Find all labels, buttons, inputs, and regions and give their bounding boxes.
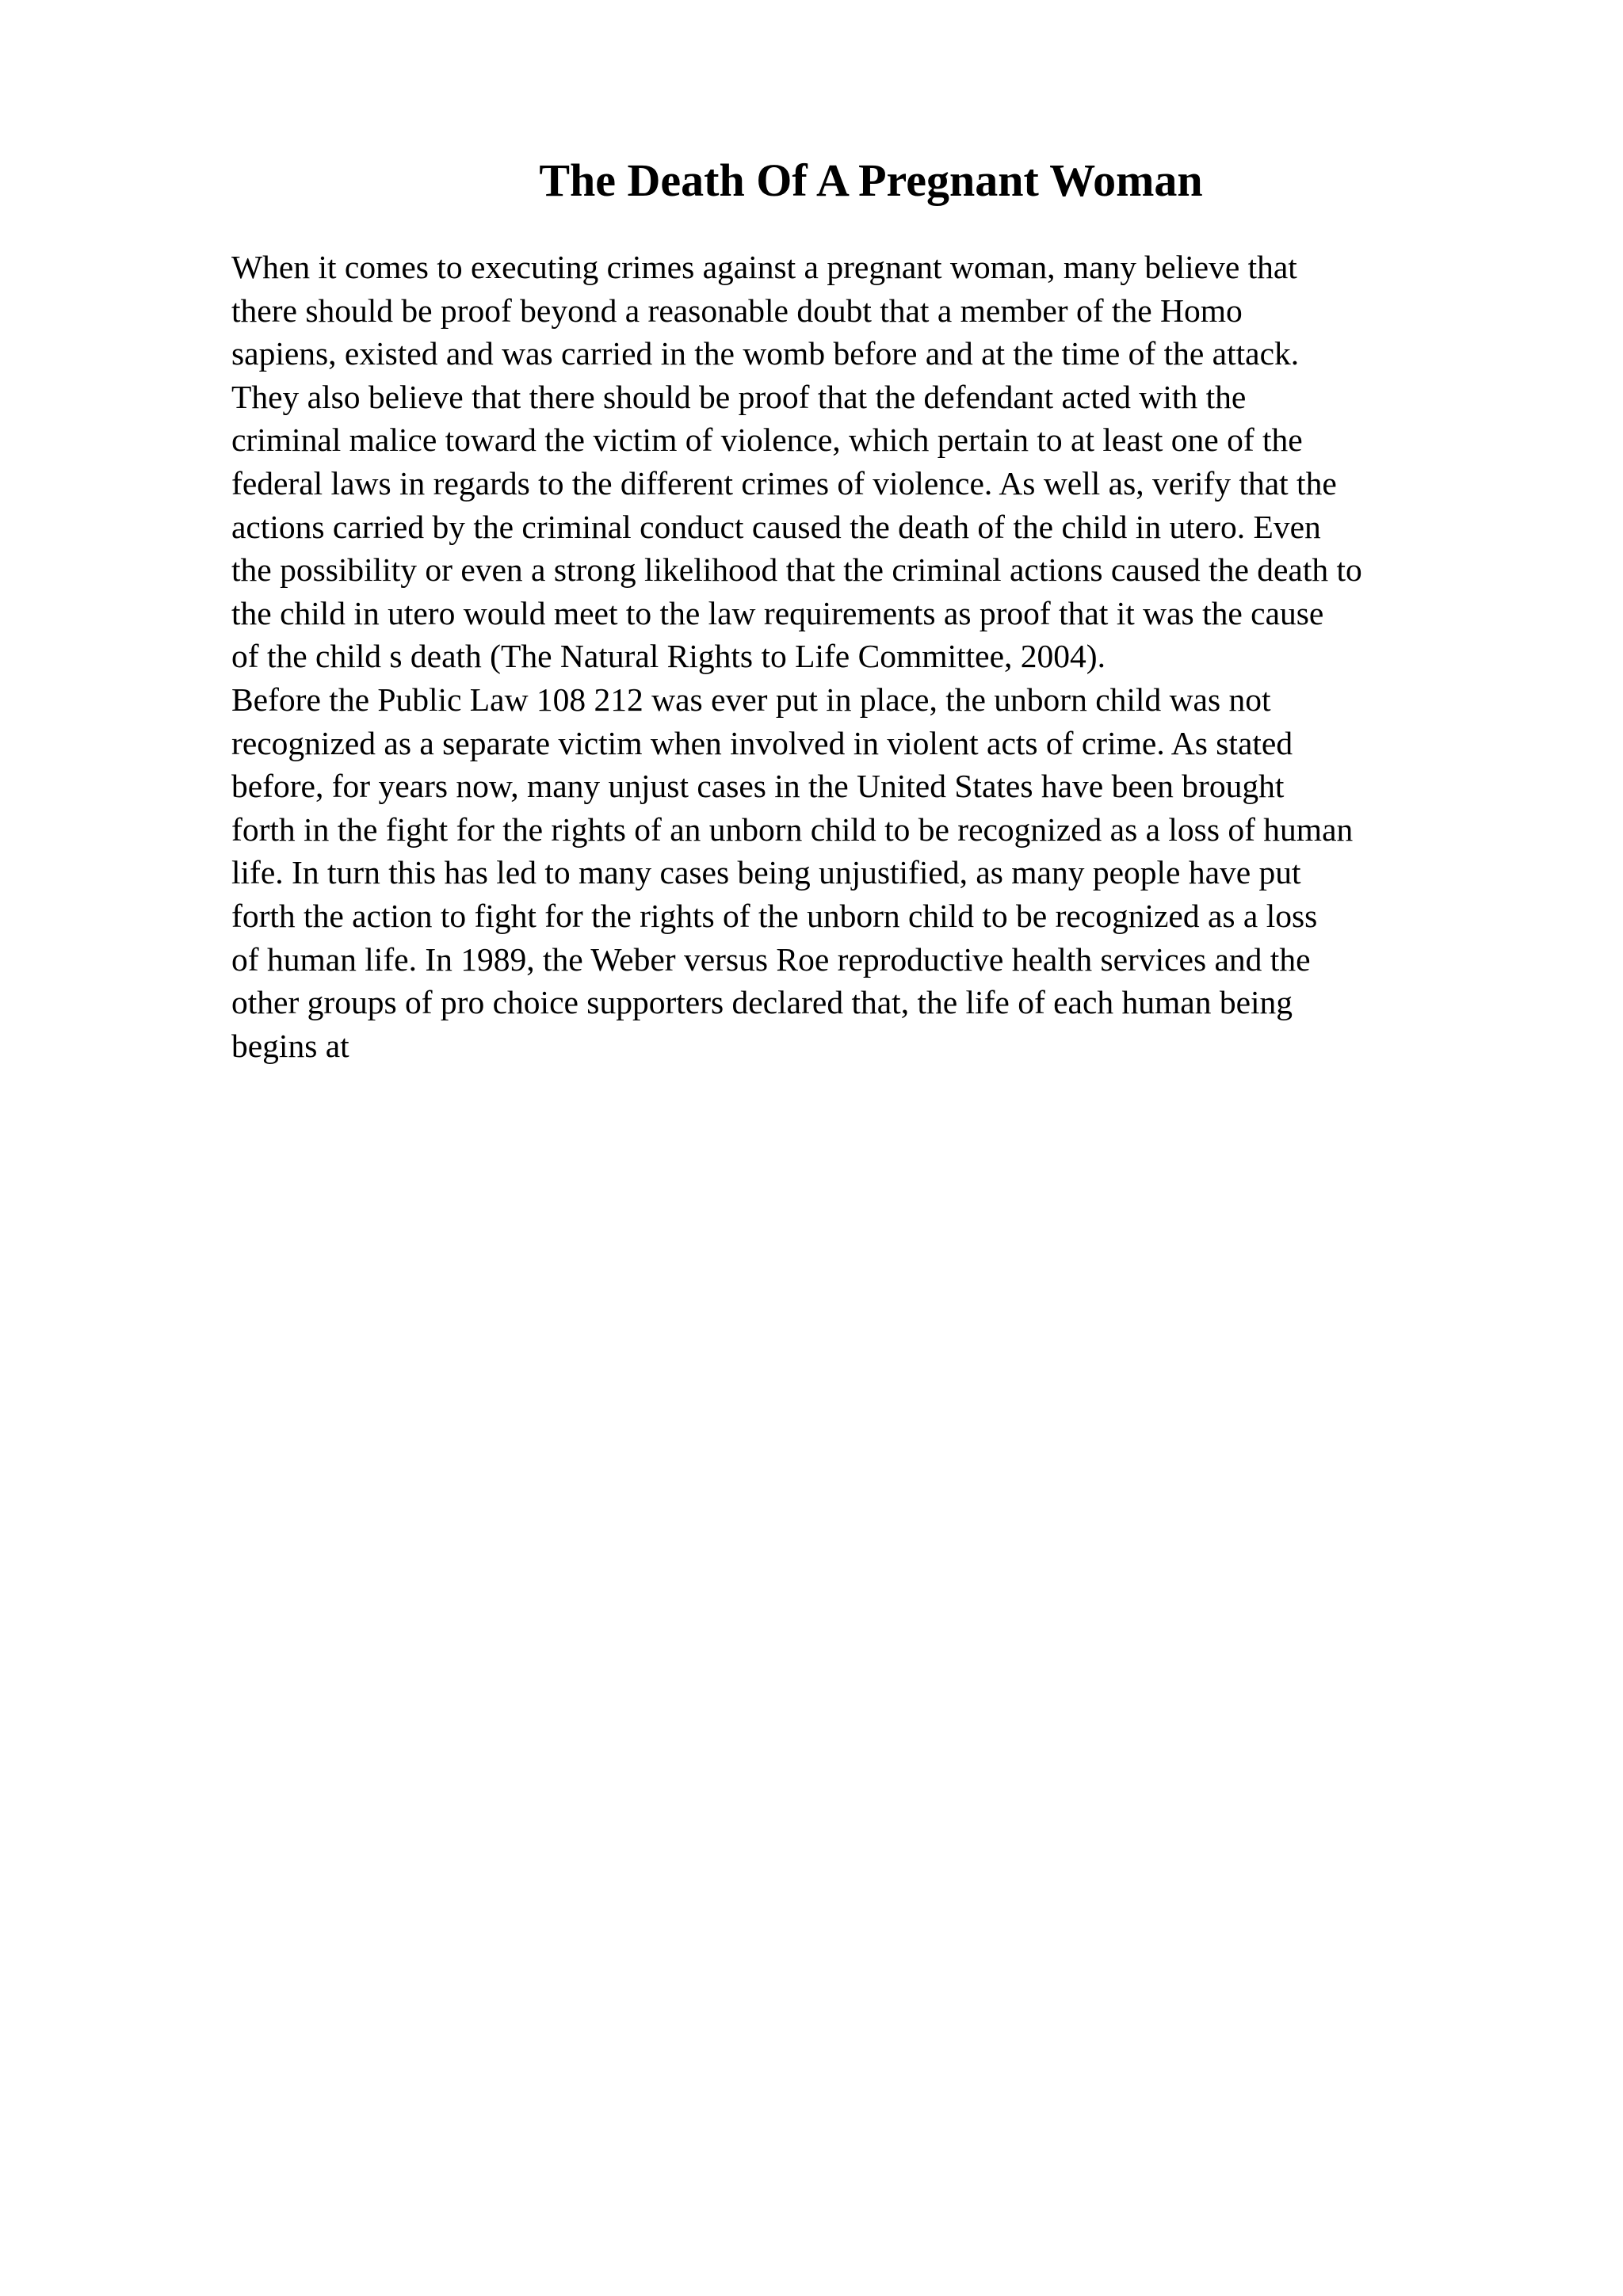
document-body <box>231 246 1531 1067</box>
text-line: forth the action to fight for the rights of the unborn child to be recognized as a loss <box>231 897 1318 934</box>
text-line: actions carried by the criminal conduct caused the death of the child in utero. Even <box>231 508 1321 545</box>
text-line: other groups of pro choice supporters declared that, the life of each human being <box>231 984 1293 1021</box>
text-line: before, for years now, many unjust cases in the United States have been brought <box>231 768 1285 805</box>
text-line: begins at <box>231 1027 349 1064</box>
text-line: federal laws in regards to the different crimes of violence. As well as, verify that the <box>231 464 1337 502</box>
text-line: sapiens, existed and was carried in the womb before and at the time of the attack. <box>231 335 1300 372</box>
text-line: Before the Public Law 108 212 was ever put in place, the unborn child was not <box>231 681 1271 718</box>
text-line: the possibility or even a strong likelihood that the criminal actions caused the death to <box>231 551 1362 589</box>
text-line: of human life. In 1989, the Weber versus Roe reproductive health services and the <box>231 940 1311 978</box>
text-line: there should be proof beyond a reasonable doubt that a member of the Homo <box>231 292 1243 329</box>
text-line: forth in the fight for the rights of an unborn child to be recognized as a loss of human <box>231 810 1354 848</box>
text-line: life. In turn this has led to many cases being unjustified, as many people have put <box>231 854 1301 891</box>
text-line: the child in utero would meet to the law requirements as proof that it was the cause <box>231 594 1324 631</box>
text-line: of the child s death (The Natural Rights to Life Committee, 2004). <box>231 638 1106 675</box>
text-line: When it comes to executing crimes against a pregnant woman, many believe that <box>231 249 1297 285</box>
document-title: The Death Of A Pregnant Woman <box>539 154 1203 206</box>
text-line: They also believe that there should be proof that the defendant acted with the <box>231 378 1247 415</box>
text-line: criminal malice toward the victim of violence, which pertain to at least one of the <box>231 421 1303 459</box>
text-line: recognized as a separate victim when involved in violent acts of crime. As stated <box>231 724 1293 761</box>
